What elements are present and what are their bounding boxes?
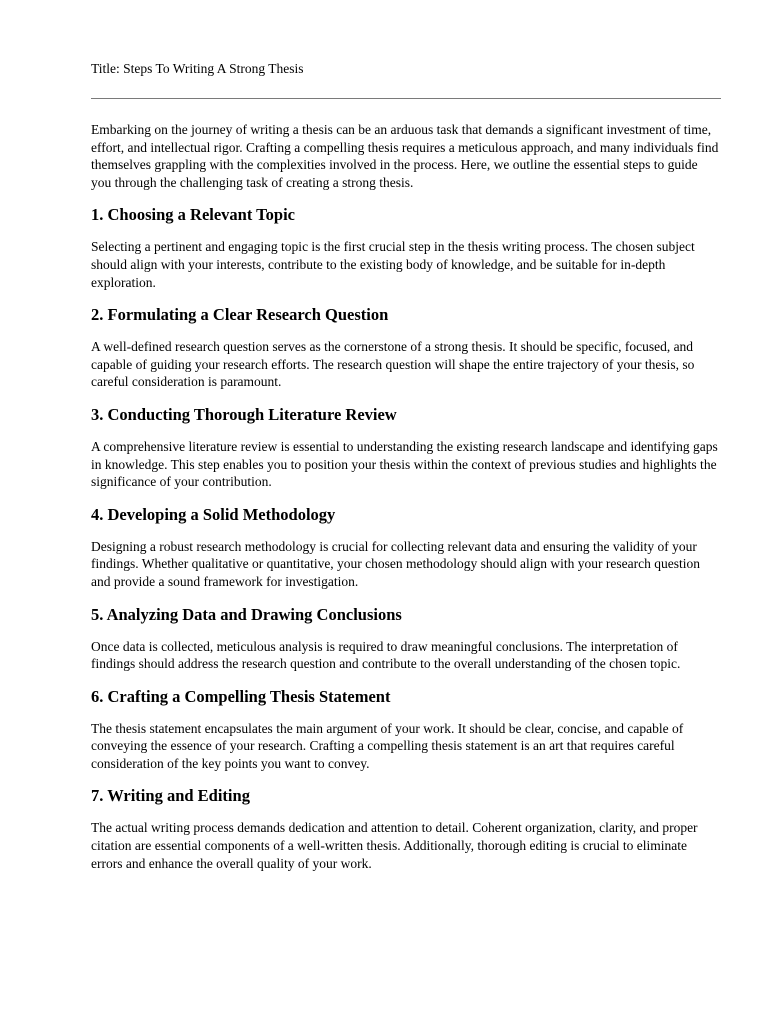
document-page (91, 60, 721, 872)
section-body: The thesis statement encapsulates the main argument of your work. It should be clear, concise, and capable of conveying the essence of your research. Crafting a compelling thesis statement is an art that requires careful consideration of the key points you want to convey. (91, 720, 684, 771)
section-1 (91, 205, 721, 291)
section-6 (91, 687, 721, 773)
section-heading: 6. Crafting a Compelling Thesis Statement (91, 686, 391, 706)
intro-paragraph: Embarking on the journey of writing a thesis can be an arduous task that demands a significant investment of time, effort, and intellectual rigor. Crafting a compelling thesis requires a meticulous approach, and many individuals find themselves grappling with the complexities involved in the process. Here, we outline the essential steps to guide you through the challenging task of creating a strong thesis. (91, 122, 719, 190)
section-body: The actual writing process demands dedication and attention to detail. Coherent organization, clarity, and proper citation are essential components of a well-written thesis. Additionally, thorough editing is crucial to eliminate errors and enhance the overall quality of your work. (91, 820, 698, 871)
section-4 (91, 505, 721, 591)
section-heading: 5. Analyzing Data and Drawing Conclusions (91, 604, 402, 624)
section-heading: 7. Writing and Editing (91, 786, 250, 806)
section-body: A comprehensive literature review is essential to understanding the existing research landscape and identifying gaps in knowledge. This step enables you to position your thesis within the context of previous studies and highlights the significance of your contribution. (91, 438, 718, 490)
section-3 (91, 405, 721, 491)
section-body: Once data is collected, meticulous analysis is required to draw meaningful conclusions. The interpretation of findings should address the research question and contribute to the overall understanding of the chosen topic. (91, 638, 681, 672)
section-7 (91, 786, 721, 872)
section-body: A well-defined research question serves as the cornerstone of a strong thesis. It should be specific, focused, and capable of guiding your research efforts. The research question will shape the entire trajectory of your thesis, so careful consideration is paramount. (91, 339, 695, 390)
section-body: Designing a robust research methodology is crucial for collecting relevant data and ensuring the validity of your findings. Whether qualitative or quantitative, your chosen methodology should align with your research question and provide a sound framework for investigation. (91, 538, 700, 589)
section-heading: 1. Choosing a Relevant Topic (91, 205, 295, 225)
section-heading: 3. Conducting Thorough Literature Review (91, 404, 397, 424)
section-heading: 4. Developing a Solid Methodology (91, 504, 336, 524)
section-body: Selecting a pertinent and engaging topic is the first crucial step in the thesis writing process. The chosen subject should align with your interests, contribute to the existing body of knowledge, and be suitable for in-depth exploration. (91, 239, 695, 290)
document-title: Title: Steps To Writing A Strong Thesis (91, 61, 304, 76)
section-2 (91, 305, 721, 391)
title-divider (91, 98, 721, 99)
section-heading: 2. Formulating a Clear Research Question (91, 305, 389, 325)
section-5 (91, 605, 721, 673)
